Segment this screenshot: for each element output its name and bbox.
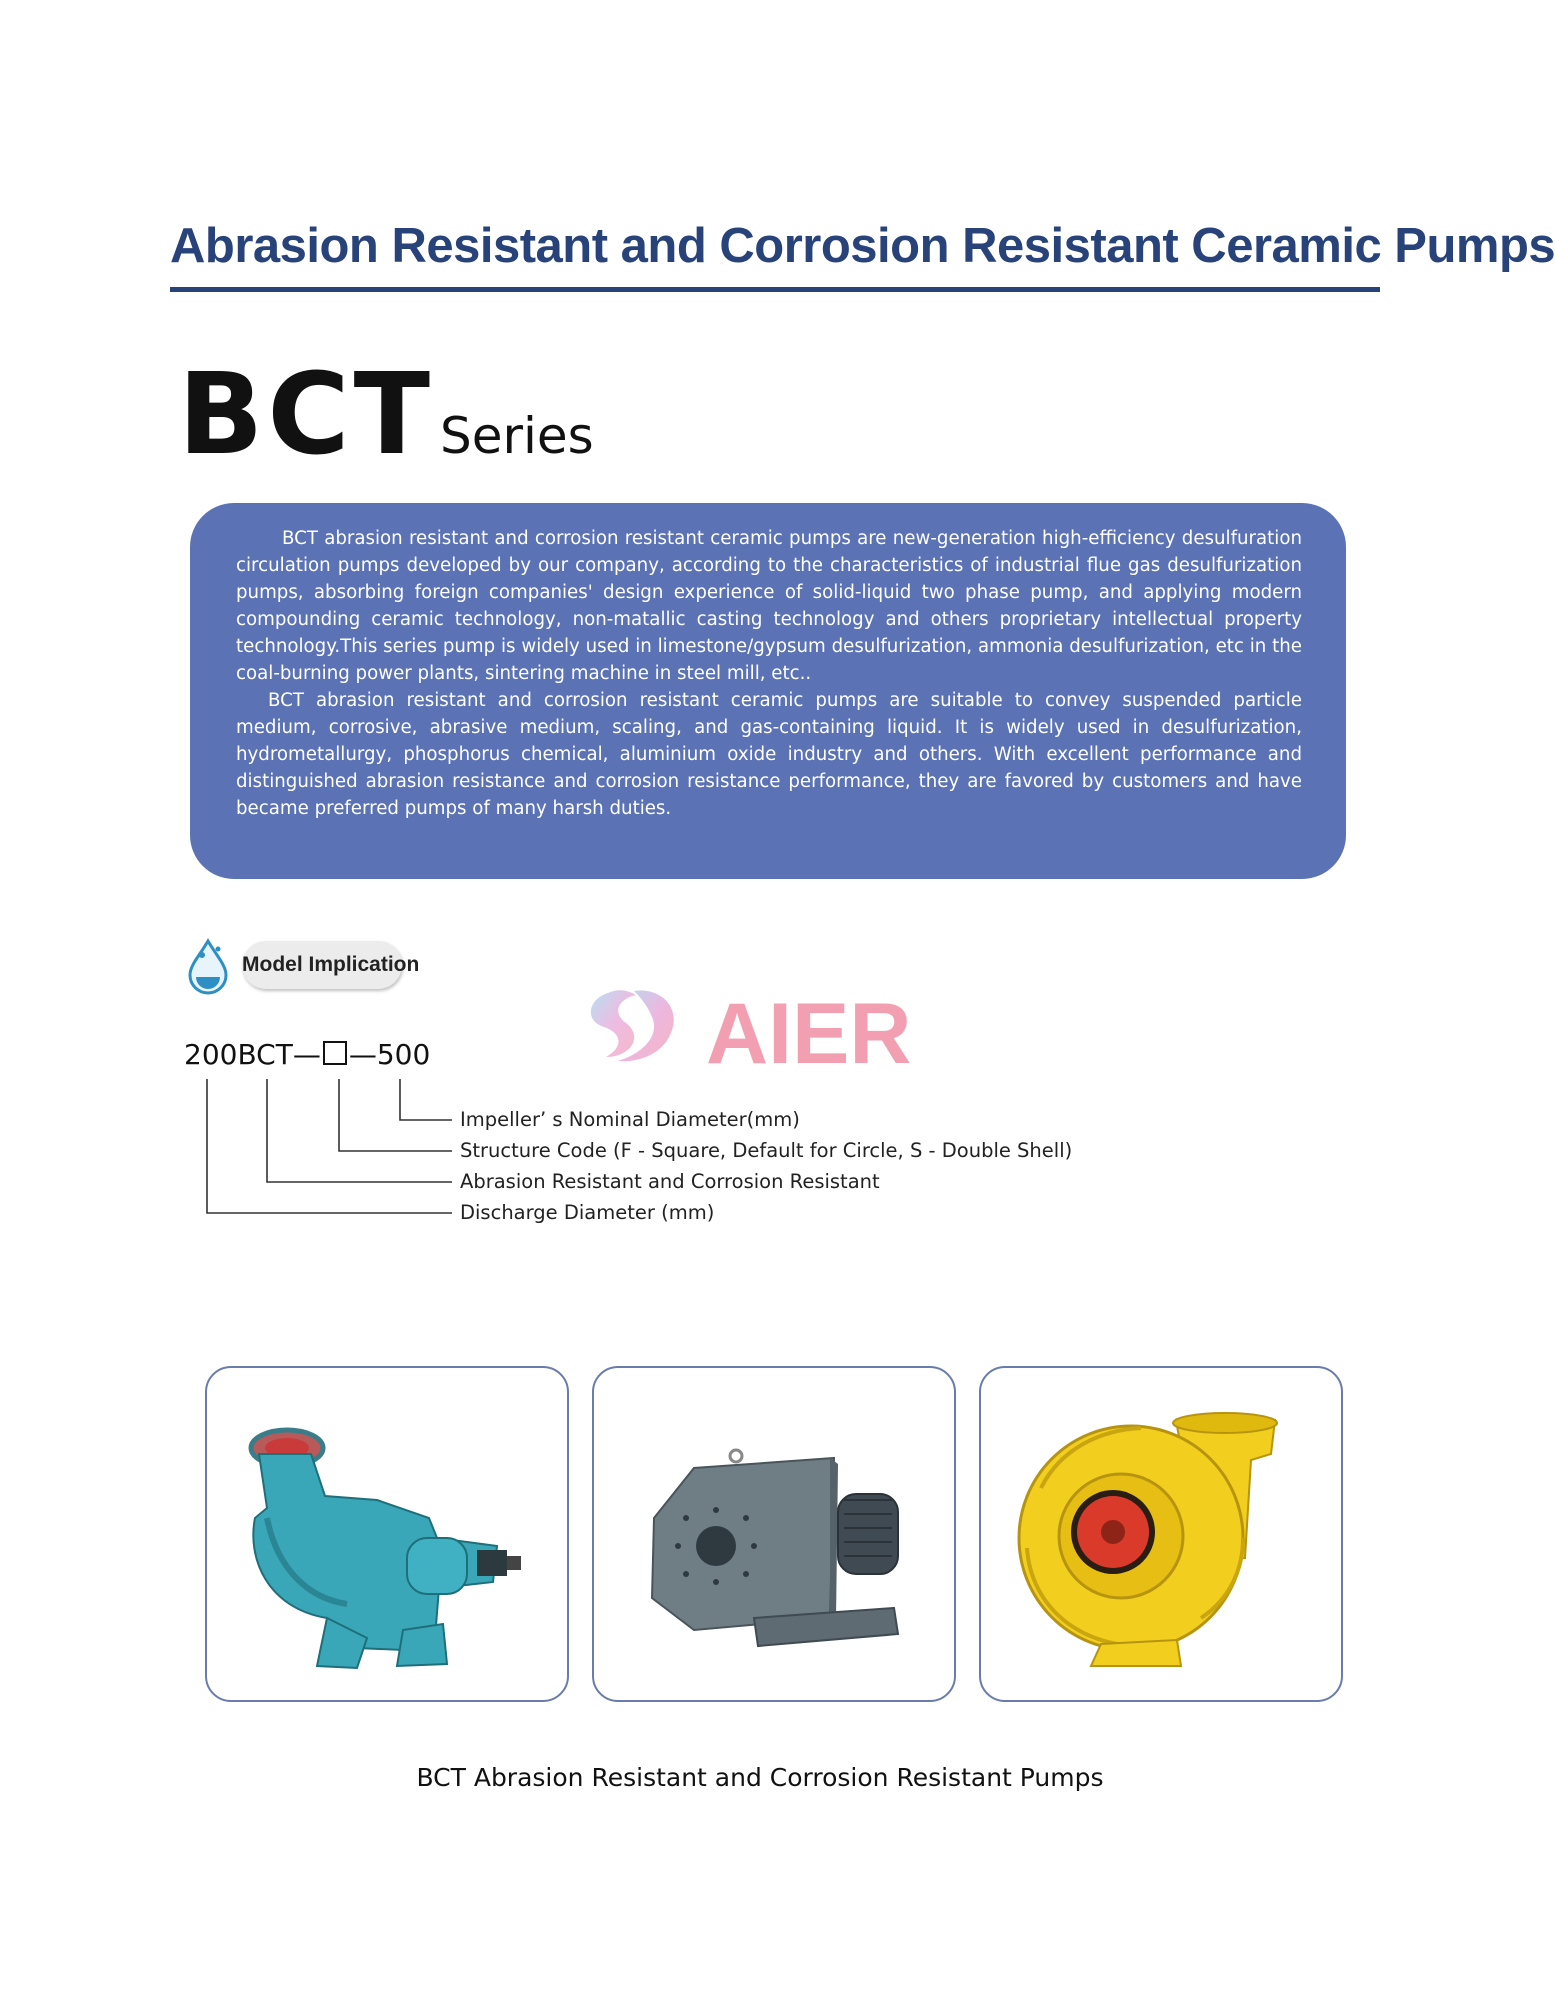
connector-impeller [400, 1079, 452, 1120]
yellow-desulfurization-pump-icon [981, 1368, 1345, 1704]
product-photo-card-3 [979, 1366, 1343, 1702]
description-paragraph-1: BCT abrasion resistant and corrosion resistant ceramic pumps are new-generation high-efficiency desulfuration circulation pumps developed by our company, according to the characteristics of industrial flue gas desulfurization pumps, absorbing foreign companies' design experience of solid-liquid two phase pump, and applying modern compounding ceramic technology, non-matallic casting technology and others proprietary intellectual property technology.This series pump is widely used in limestone/gypsum desulfurization, ammonia desulfurization, etc in the coal-burning power plants, sintering machine in steel mill, etc.. [236, 528, 1302, 684]
photos-caption: BCT Abrasion Resistant and Corrosion Resistant Pumps [416, 1763, 1104, 1792]
code-dash-1: — [292, 1038, 321, 1071]
grey-double-shell-pump-icon [594, 1368, 958, 1704]
legend-abrasion-resistant: Abrasion Resistant and Corrosion Resistant [460, 1170, 880, 1193]
watermark-text: AIER [706, 986, 912, 1082]
structure-code-box [323, 1041, 347, 1065]
code-series: BCT [237, 1038, 293, 1071]
page-title: Abrasion Resistant and Corrosion Resistant Ceramic Pumps [170, 219, 1555, 273]
legend-discharge-diameter: Discharge Diameter (mm) [460, 1201, 715, 1224]
teal-slurry-pump-icon [207, 1368, 571, 1704]
product-photo-card-2 [592, 1366, 956, 1702]
model-code [184, 1038, 430, 1071]
water-drop-icon [182, 937, 234, 995]
series-heading [178, 350, 594, 480]
product-photo-card-1 [205, 1366, 569, 1702]
description-paragraph-2: BCT abrasion resistant and corrosion resistant ceramic pumps are suitable to convey suspended particle medium, corrosive, abrasive medium, scaling, and gas-containing liquid. It is widely used in desulfurization, hydrometallurgy, phosphorus chemical, aluminium oxide industry and others. With excellent performance and distinguished abrasion resistance and corrosion resistance performance, they are favored by customers and have became preferred pumps of many harsh duties. [236, 690, 1302, 819]
code-discharge-diameter: 200 [184, 1038, 238, 1071]
aier-watermark-logo [578, 977, 912, 1082]
series-suffix: Series [439, 407, 594, 465]
aier-logo-icon [578, 977, 912, 1082]
code-dash-2: — [348, 1038, 377, 1071]
description-panel [190, 503, 1346, 879]
connector-structure [339, 1079, 452, 1151]
code-impeller-diameter: 500 [376, 1038, 431, 1071]
legend-structure-code: Structure Code (F - Square, Default for Circle, S - Double Shell) [460, 1139, 1073, 1162]
connector-discharge [207, 1079, 452, 1213]
connector-abrasion [267, 1079, 452, 1182]
legend-impeller-diameter: Impeller’ s Nominal Diameter(mm) [460, 1108, 800, 1131]
series-name: BCT [178, 350, 434, 480]
model-implication-label: Model Implication [242, 941, 402, 989]
title-underline [170, 287, 1380, 292]
